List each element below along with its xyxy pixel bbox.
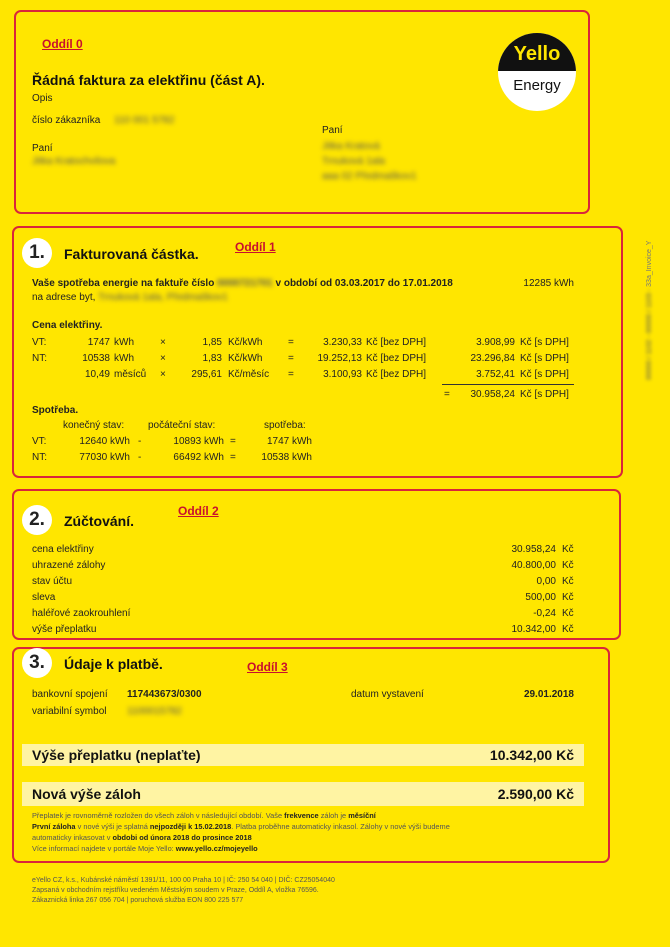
settlement-currency: Kč: [562, 544, 574, 555]
vs-value: 1100015782: [127, 706, 182, 717]
portal-link[interactable]: www.yello.cz/mojeyello: [175, 844, 258, 853]
invoice-title: Řádná faktura za elektřinu (část A).: [32, 72, 265, 88]
settlement-label: uhrazené zálohy: [32, 560, 106, 571]
settlement-label: cena elektřiny: [32, 544, 94, 555]
price-gross-note: Kč [s DPH]: [520, 369, 569, 380]
price-net: 3.100,93: [323, 369, 362, 380]
note-bold: obdobi od února 2018 do prosince 2018: [112, 833, 252, 842]
settlement-value: 0,00: [536, 576, 556, 587]
note-bold: měsíční: [348, 811, 376, 820]
invoice-number: 0000721701: [217, 278, 273, 289]
vs-label: variabilní symbol: [32, 706, 107, 717]
usage-start: 10893 kWh: [173, 436, 224, 447]
usage-minus: -: [138, 436, 142, 447]
footer-line-3: Zákaznická linka 267 056 704 | poruchová služba EON 800 225 577: [32, 897, 244, 904]
yello-energy-logo: [498, 33, 576, 111]
price-qty: 1747: [87, 337, 110, 348]
usage-label: VT:: [32, 436, 47, 447]
settlement-row: [0, 624, 670, 638]
settlement-value: 30.958,24: [511, 544, 556, 555]
side-label-text: 33a_Invoice_Y: [646, 240, 653, 287]
price-x: ×: [160, 369, 166, 380]
usage-row-nt: [0, 452, 670, 466]
date-label: datum vystavení: [351, 689, 424, 700]
price-net-note: Kč [bez DPH]: [366, 353, 427, 364]
note-line-3: [32, 832, 574, 843]
section-1-tag: Oddíl 1: [235, 240, 276, 254]
price-heading: Cena elektřiny.: [32, 320, 103, 331]
settlement-row: [0, 560, 670, 574]
total-eq: =: [444, 389, 450, 400]
settlement-currency: Kč: [562, 560, 574, 571]
usage-label: NT:: [32, 452, 47, 463]
section-3-title: Údaje k platbě.: [64, 656, 163, 672]
footer-line-2: Zapsaná v obchodním rejstříku vedeném Městským soudem v Praze, Oddíl A, vložka 76596.: [32, 887, 319, 894]
total-divider: [442, 384, 574, 385]
usage-minus: -: [138, 452, 142, 463]
settlement-currency: Kč: [562, 624, 574, 635]
new-advance-bar: [22, 782, 584, 806]
left-salutation: Paní: [32, 143, 53, 154]
note-text: automaticky inkasovat v: [32, 833, 113, 842]
address-line-2: Trnuková 1ala: [322, 156, 385, 167]
price-gross-note: Kč [s DPH]: [520, 337, 569, 348]
price-per-unit: 1,85: [202, 337, 222, 348]
price-total-row: [0, 389, 670, 403]
price-unit: kWh: [114, 353, 134, 364]
price-unit: měsíců: [114, 369, 147, 380]
price-x: ×: [160, 353, 166, 364]
note-text: v nové výši je splatná: [75, 822, 150, 831]
settlement-label: stav účtu: [32, 576, 73, 587]
price-gross: 3.908,99: [476, 337, 515, 348]
customer-number-label: číslo zákazníka: [32, 115, 101, 126]
settlement-currency: Kč: [562, 592, 574, 603]
section-1-number: 1.: [22, 238, 52, 268]
price-net: 3.230,33: [323, 337, 362, 348]
payment-note: [32, 810, 574, 854]
price-per-unit: 295,61: [191, 369, 222, 380]
price-net: 19.252,13: [317, 353, 362, 364]
new-advance-label: Nová výše záloh: [32, 786, 141, 802]
consumption-pre: Vaše spotřeba energie na faktuře číslo: [32, 278, 215, 289]
settlement-value: -0,24: [533, 608, 556, 619]
section-1-title: Fakturovaná částka.: [64, 246, 199, 262]
price-per-unit: 1,83: [202, 353, 222, 364]
note-bold: nejpozději k 15.02.2018: [149, 822, 232, 831]
address-pre: na adrese byt,: [32, 292, 96, 303]
settlement-value: 500,00: [525, 592, 556, 603]
note-text: Přeplatek je rovnoměrně rozložen do všech záloh v následující období. Vaše: [32, 811, 285, 820]
price-per-unit-label: Kč/měsíc: [228, 369, 270, 380]
side-label: [646, 241, 653, 380]
usage-header-used: spotřeba:: [264, 420, 306, 431]
price-eq: =: [288, 369, 294, 380]
note-text: . Platba proběhne automaticky inkasol. Zálohy v nové výši budeme: [231, 822, 450, 831]
price-gross: 3.752,41: [476, 369, 515, 380]
right-salutation: Paní: [322, 125, 343, 136]
invoice-subtitle: Opis: [32, 93, 53, 104]
usage-used: 1747 kWh: [266, 436, 312, 447]
section-2-number: 2.: [22, 505, 52, 535]
consumption-line: [32, 278, 453, 289]
overpayment-value: 10.342,00 Kč: [489, 747, 574, 763]
price-eq: =: [288, 337, 294, 348]
usage-used: 10538 kWh: [261, 452, 312, 463]
price-qty: 10,49: [84, 369, 110, 380]
note-bold: První záloha: [32, 822, 76, 831]
price-gross: 23.296,84: [470, 353, 515, 364]
note-line-4: [32, 843, 574, 854]
usage-start: 66492 kWh: [173, 452, 224, 463]
overpayment-bar: [22, 744, 584, 766]
settlement-label: haléřové zaokrouhlení: [32, 608, 131, 619]
price-row-vt: [0, 337, 670, 351]
overpayment-label: Výše přeplatku (neplaťte): [32, 747, 201, 763]
price-gross-note: Kč [s DPH]: [520, 353, 569, 364]
settlement-label: výše přeplatku: [32, 624, 97, 635]
logo-text-yello: Yello: [513, 43, 561, 65]
settlement-row: [0, 544, 670, 558]
customer-number-value: 110 001 5782: [114, 115, 175, 126]
usage-header-end: konečný stav:: [63, 420, 125, 431]
consumption-period: v období od 03.03.2017 do 17.01.2018: [275, 278, 453, 289]
address-line: [32, 292, 228, 303]
address-line-1: Jitka Kratová: [322, 141, 380, 152]
settlement-value: 40.800,00: [511, 560, 556, 571]
settlement-row: [0, 592, 670, 606]
price-net-note: Kč [bez DPH]: [366, 337, 427, 348]
usage-header-row: [0, 420, 670, 434]
price-row-nt: [0, 353, 670, 367]
section-3-tag: Oddíl 3: [247, 660, 288, 674]
price-net-note: Kč [bez DPH]: [366, 369, 427, 380]
usage-end: 12640 kWh: [79, 436, 130, 447]
settlement-label: sleva: [32, 592, 56, 603]
bank-label: bankovní spojení: [32, 689, 108, 700]
total-value: 30.958,24: [470, 389, 515, 400]
new-advance-value: 2.590,00 Kč: [497, 786, 574, 802]
settlement-currency: Kč: [562, 576, 574, 587]
usage-header-start: počáteční stav:: [148, 420, 216, 431]
note-line-2: [32, 821, 574, 832]
settlement-value: 10.342,00: [511, 624, 556, 635]
address-value: Trnuková 1ala, Předmaškov1: [98, 292, 228, 303]
price-eq: =: [288, 353, 294, 364]
price-x: ×: [160, 337, 166, 348]
settlement-currency: Kč: [562, 608, 574, 619]
address-line-3: aaa 02 Předmaškov1: [322, 171, 417, 182]
date-value: 29.01.2018: [523, 689, 574, 700]
price-per-unit-label: Kč/kWh: [228, 337, 263, 348]
usage-eq: =: [230, 436, 236, 447]
price-unit: kWh: [114, 337, 134, 348]
footer-line-1: eYello CZ, k.s., Kubánské náměstí 1391/11, 100 00 Praha 10 | IČ: 250 54 040 | DIČ: CZ25054040: [32, 877, 335, 884]
total-note: Kč [s DPH]: [520, 389, 569, 400]
left-name: Jitka Kratochvilova: [32, 156, 116, 167]
section-2-title: Zúčtování.: [64, 513, 135, 529]
note-bold: frekvence: [284, 811, 319, 820]
section-3-number: 3.: [22, 648, 52, 678]
section-2-tag: Oddíl 2: [178, 504, 219, 518]
price-label: VT:: [32, 337, 47, 348]
note-line-1: [32, 810, 574, 821]
usage-heading: Spotřeba.: [32, 405, 79, 416]
note-text: záloh je: [318, 811, 349, 820]
settlement-row: [0, 608, 670, 622]
usage-row-vt: [0, 436, 670, 450]
footer: [32, 876, 335, 906]
price-qty: 10538: [82, 353, 110, 364]
consumption-kwh: 12285 kWh: [523, 278, 574, 289]
usage-end: 77030 kWh: [79, 452, 130, 463]
price-row-fixed: [0, 369, 670, 383]
side-label-blurred: 00000 / 1102 - 00000 / 1103 -: [646, 288, 653, 380]
logo-text-energy: Energy: [513, 77, 561, 94]
settlement-row: [0, 576, 670, 590]
price-label: NT:: [32, 353, 47, 364]
usage-eq: =: [230, 452, 236, 463]
note-text: Více informací najdete v portále Moje Yello:: [32, 844, 176, 853]
section-0-tag: Oddíl 0: [42, 37, 83, 51]
bank-value: 117443673/0300: [127, 689, 202, 700]
price-per-unit-label: Kč/kWh: [228, 353, 263, 364]
